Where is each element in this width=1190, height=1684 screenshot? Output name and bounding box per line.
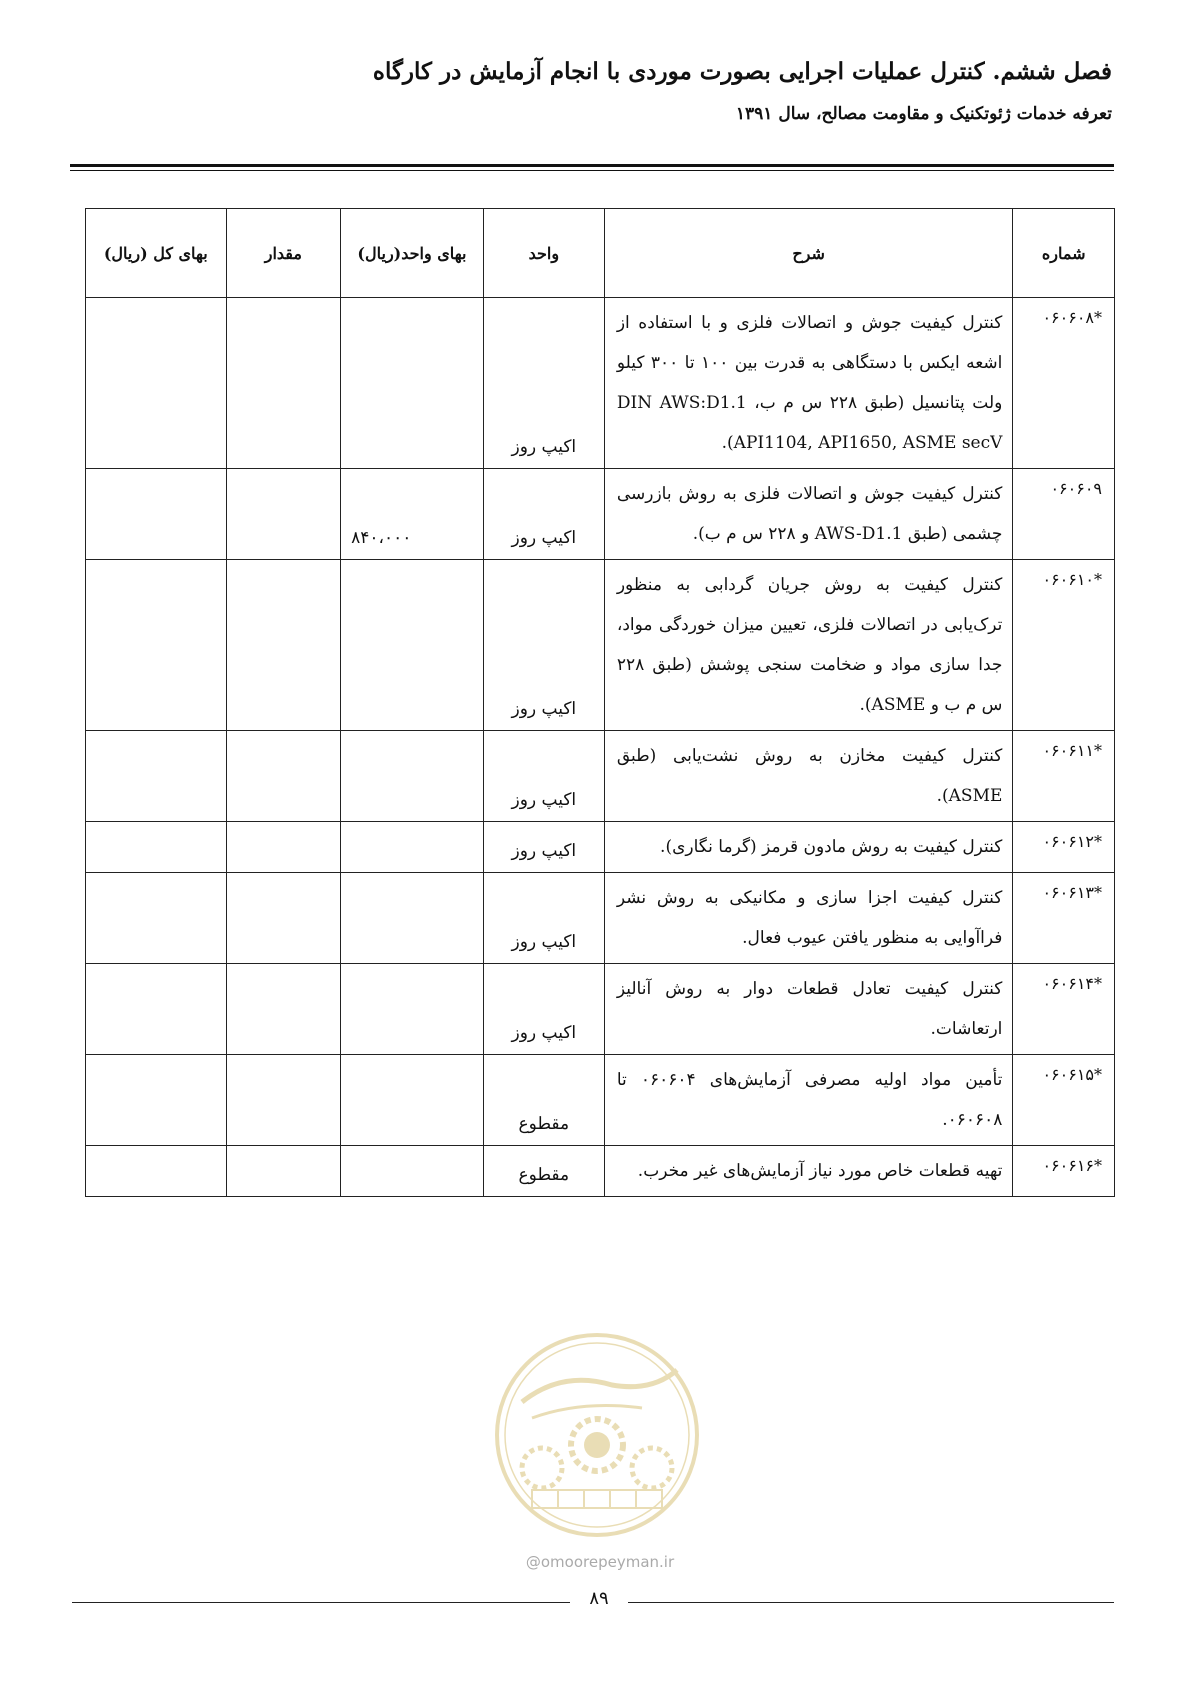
watermark-logo-icon xyxy=(492,1330,702,1540)
row-unit: اکیپ روز xyxy=(483,560,604,731)
row-unit-price xyxy=(341,298,484,469)
row-description: کنترل کیفیت تعادل قطعات دوار به روش آنالیز ارتعاشات. xyxy=(604,964,1013,1055)
row-total-price xyxy=(86,1055,227,1146)
row-code: *۰۶۰۶۱۳ xyxy=(1013,873,1115,964)
row-description: تأمین مواد اولیه مصرفی آزمایش‌های ۰۶۰۶۰۴ تا ۰۶۰۶۰۸. xyxy=(604,1055,1013,1146)
row-total-price xyxy=(86,873,227,964)
footer-divider-right xyxy=(628,1602,1114,1603)
row-description: کنترل کیفیت به روش جریان گردابی به منظور ترک‌یابی در اتصالات فلزی، تعیین میزان خوردگی مواد، جدا سازی مواد و ضخامت سنجی پوشش (طبق ۲۲۸ س م ب و ASME). xyxy=(604,560,1013,731)
row-unit-price xyxy=(341,560,484,731)
row-code: *۰۶۰۶۱۵ xyxy=(1013,1055,1115,1146)
row-total-price xyxy=(86,822,227,873)
row-unit-price xyxy=(341,964,484,1055)
header-unit-price: بهای واحد(ریال) xyxy=(341,209,484,298)
row-description: کنترل کیفیت مخازن به روش نشت‌یابی (طبق ASME). xyxy=(604,731,1013,822)
row-quantity xyxy=(226,560,341,731)
document-subtitle: تعرفه خدمات ژئوتکنیک و مقاومت مصالح، سال ۱۳۹۱ xyxy=(735,104,1112,124)
row-code: ۰۶۰۶۰۹ xyxy=(1013,469,1115,560)
row-quantity xyxy=(226,822,341,873)
row-total-price xyxy=(86,731,227,822)
row-quantity xyxy=(226,964,341,1055)
row-quantity xyxy=(226,873,341,964)
row-description: کنترل کیفیت جوش و اتصالات فلزی و با استفاده از اشعه ایکس با دستگاهی به قدرت بین ۱۰۰ تا ۳۰۰ کیلو ولت پتانسیل (طبق ۲۲۸ س م ب، DIN ‎AWS:D1.1 API1104, API1650, ASME secV‎). xyxy=(604,298,1013,469)
page-number: ۸۹ xyxy=(589,1588,609,1609)
header-unit: واحد xyxy=(483,209,604,298)
table-row xyxy=(86,964,1115,1055)
row-unit: اکیپ روز xyxy=(483,822,604,873)
row-code: *۰۶۰۶۱۴ xyxy=(1013,964,1115,1055)
chapter-title: فصل ششم. کنترل عملیات اجرایی بصورت موردی با انجام آزمایش در کارگاه xyxy=(372,58,1112,85)
row-description: کنترل کیفیت اجزا سازی و مکانیکی به روش نشر فراآوایی به منظور یافتن عیوب فعال. xyxy=(604,873,1013,964)
row-quantity xyxy=(226,1055,341,1146)
tariff-table xyxy=(85,208,1115,1197)
row-unit-price xyxy=(341,873,484,964)
row-description: تهیه قطعات خاص مورد نیاز آزمایش‌های غیر مخرب. xyxy=(604,1146,1013,1197)
row-quantity xyxy=(226,731,341,822)
row-unit: اکیپ روز xyxy=(483,298,604,469)
row-unit: مقطوع xyxy=(483,1055,604,1146)
watermark-site: @omoorepeyman.ir xyxy=(525,1553,675,1571)
row-total-price xyxy=(86,560,227,731)
row-total-price xyxy=(86,1146,227,1197)
table-row xyxy=(86,298,1115,469)
row-code: *۰۶۰۶۱۲ xyxy=(1013,822,1115,873)
row-unit-price xyxy=(341,731,484,822)
row-total-price xyxy=(86,964,227,1055)
row-quantity xyxy=(226,298,341,469)
row-unit-price xyxy=(341,822,484,873)
footer-divider-left xyxy=(72,1602,570,1603)
row-code: *۰۶۰۶۱۰ xyxy=(1013,560,1115,731)
table-row xyxy=(86,873,1115,964)
tariff-table-container xyxy=(85,208,1115,1197)
page-header xyxy=(72,55,1112,127)
table-row xyxy=(86,731,1115,822)
row-unit-price xyxy=(341,1055,484,1146)
table-row xyxy=(86,560,1115,731)
table-row xyxy=(86,1055,1115,1146)
row-unit-price xyxy=(341,1146,484,1197)
row-code: *۰۶۰۶۱۶ xyxy=(1013,1146,1115,1197)
row-unit: مقطوع xyxy=(483,1146,604,1197)
header-total-price: بهای کل (ریال) xyxy=(86,209,227,298)
row-unit: اکیپ روز xyxy=(483,731,604,822)
row-total-price xyxy=(86,469,227,560)
table-header-row xyxy=(86,209,1115,298)
row-unit-price: ۸۴۰،۰۰۰ xyxy=(341,469,484,560)
header-code: شماره xyxy=(1013,209,1115,298)
table-row xyxy=(86,469,1115,560)
header-quantity: مقدار xyxy=(226,209,341,298)
row-unit: اکیپ روز xyxy=(483,873,604,964)
table-row xyxy=(86,1146,1115,1197)
row-description: کنترل کیفیت جوش و اتصالات فلزی به روش بازرسی چشمی (طبق ‎AWS-D1.1‎ و ۲۲۸ س م ب). xyxy=(604,469,1013,560)
row-code: *۰۶۰۶۰۸ xyxy=(1013,298,1115,469)
row-description: کنترل کیفیت به روش مادون قرمز (گرما نگاری). xyxy=(604,822,1013,873)
row-quantity xyxy=(226,1146,341,1197)
header-description: شرح xyxy=(604,209,1013,298)
row-quantity xyxy=(226,469,341,560)
row-total-price xyxy=(86,298,227,469)
table-row xyxy=(86,822,1115,873)
row-code: *۰۶۰۶۱۱ xyxy=(1013,731,1115,822)
row-unit: اکیپ روز xyxy=(483,469,604,560)
header-divider xyxy=(70,164,1114,171)
row-unit: اکیپ روز xyxy=(483,964,604,1055)
